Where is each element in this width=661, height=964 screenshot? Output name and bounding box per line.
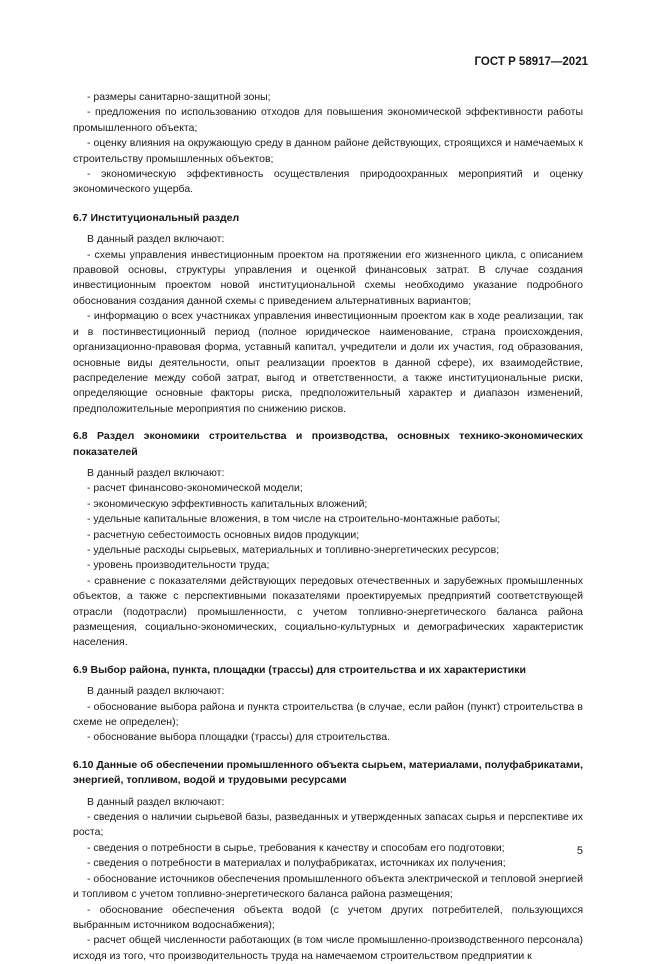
list-item: - сравнение с показателями действующих передовых отечественных и зарубежных промышленных объектов, а также с перспективными показателями проектируемых предприятий соответствующей отрасли (подотрасли) промышленности, с учетом топливно-энергетического баланса района размещения, социально-экономических, социально-культурных и демографических характеристик населения. (73, 574, 583, 649)
section-heading-6-8: 6.8 Раздел экономики строительства и производства, основных технико-экономических показателей (73, 430, 583, 458)
section-intro: В данный раздел включают: (87, 795, 225, 808)
list-item: - обоснование обеспечения объекта водой (с учетом других потребителей, пользующихся выбранным источником водоснабжения); (73, 903, 583, 931)
list-item: - экономическую эффективность капитальных вложений; (87, 497, 368, 510)
list-item: - информацию о всех участниках управления инвестиционным проектом как в ходе реализации, так и в постинвестиционный период (полное юридическое наименование, страна происхождения, организационно-правовая форма, уставный капитал, учредители и доли их участия, год образования, основные виды деятельности, опыт реализации проектов в данной сфере), их взаимодействие, распределение между собой затрат, выгод и ответственности, а также институциональные риски, определяющие основные факторы риска, предположительный характер и диапазон изменений, предположительные мероприятия по снижению рисков. (73, 310, 583, 415)
section-intro: В данный раздел включают: (87, 685, 225, 698)
list-item: - сведения о потребности в материалах и полуфабрикатах, источниках их получения; (87, 857, 506, 870)
list-item: - расчет общей численности работающих (в том числе промышленно-производственного персонала) исходя из того, что производительность труда на намечаемом строительством предприятии к (73, 934, 583, 962)
page-body (73, 90, 583, 964)
section-heading-6-9: 6.9 Выбор района, пункта, площадки (трассы) для строительства и их характеристики (73, 663, 526, 676)
list-item: - удельные расходы сырьевых, материальных и топливно-энергетических ресурсов; (87, 543, 500, 556)
page-number: 5 (576, 845, 583, 857)
list-item: - размеры санитарно-защитной зоны; (87, 91, 271, 103)
section-intro: В данный раздел включают: (87, 233, 225, 246)
list-item: - предложения по использованию отходов для повышения экономической эффективности работы промышленного объекта; (73, 106, 583, 134)
section-intro: В данный раздел включают: (87, 466, 225, 479)
section-heading-6-7: 6.7 Институциональный раздел (73, 211, 240, 224)
list-item: - оценку влияния на окружающую среду в данном районе действующих, строящихся и намечаемых к строительству промышленных объектов; (73, 137, 583, 165)
document-header-standard: ГОСТ Р 58917—2021 (474, 56, 588, 68)
list-item: - схемы управления инвестиционным проектом на протяжении его жизненного цикла, с описанием правовой основы, структуры управления и оценкой финансовых затрат. В случае создания инвестиционным проектом новой институциональной схемы необходимо указание подробного обоснования создания данной схемы с приведением альтернативных вариантов; (73, 248, 583, 307)
list-item: - расчет финансово-экономической модели; (87, 482, 303, 495)
list-item: - уровень производительности труда; (87, 559, 270, 572)
list-item: - экономическую эффективность осуществления природоохранных мероприятий и оценку экономического ущерба. (73, 168, 583, 196)
list-item: - обоснование источников обеспечения промышленного объекта электрической и тепловой энергией и топливом с учетом топливно-энергетического баланса района размещения; (73, 872, 583, 901)
list-item: - сведения о потребности в сырье, требования к качеству и способам его подготовки; (87, 841, 505, 854)
list-item: - обоснование выбора площадки (трассы) для строительства. (87, 731, 391, 744)
list-item: - расчетную себестоимость основных видов продукции; (87, 528, 360, 541)
list-item: - обоснование выбора района и пункта строительства (в случае, если район (пункт) строительства в схеме не определен); (73, 700, 583, 729)
list-item: - сведения о наличии сырьевой базы, разведанных и утвержденных запасах сырья и перспективе их роста; (73, 811, 583, 839)
list-item: - удельные капитальные вложения, в том числе на строительно-монтажные работы; (87, 513, 501, 526)
section-heading-6-10: 6.10 Данные об обеспечении промышленного объекта сырьем, материалами, полуфабрикатами, энергией, топливом, водой и трудовыми ресурсами (73, 758, 583, 787)
